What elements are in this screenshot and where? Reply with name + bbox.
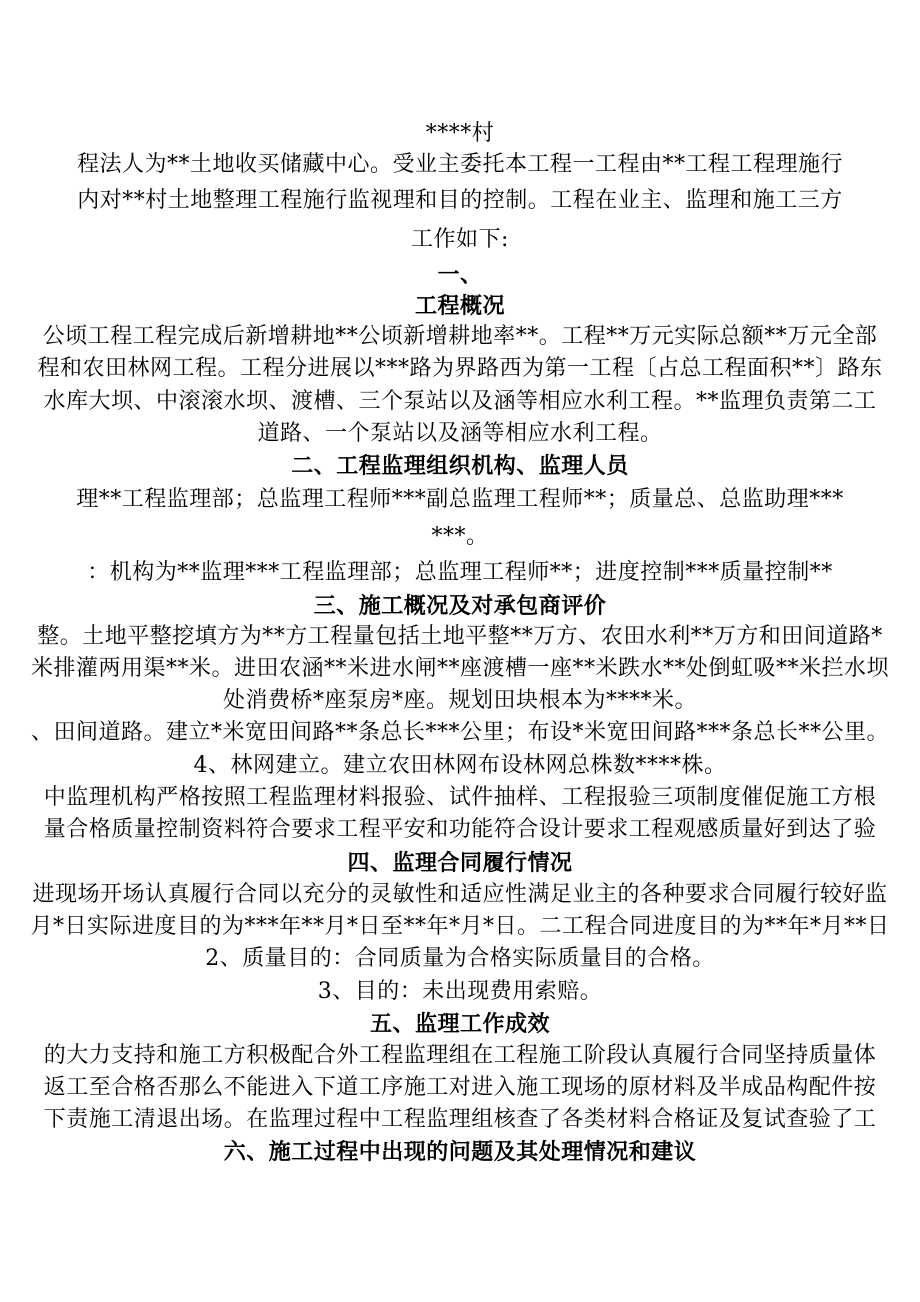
section-5-line-1: 的大力支持和施工方积极配合外工程监理组在工程施工阶段认真履行合同坚持质量体 (43, 1043, 877, 1068)
section-1-line-4: 道路、一个泵站以及涵等相应水利工程。 (257, 421, 663, 446)
section-1-line-1: 公顷工程工程完成后新增耕地**公顷新增耕地率**。工程**万元实际总额**万元全部 (42, 324, 878, 349)
section-2-line-1: 理**工程监理部；总监理工程师***副总监理工程师**；质量总、总监助理*** (76, 487, 844, 512)
section-4-line-2: 月*日实际进度目的为***年**月*日至**年*月*日。二工程合同进度目的为**年*月**日 (30, 914, 890, 939)
section-5-line-3: 下责施工清退出场。在监理过程中工程监理组核查了各类材料合格证及复试查验了工 (43, 1107, 877, 1132)
section-4-line-4: 3、目的：未出现费用索赔。 (317, 979, 603, 1004)
section-2-line-3: ：机构为**监理***工程监理部；总监理工程师**；进度控制***质量控制** (87, 560, 833, 585)
section-3-line-5: 4、林网建立。建立农田林网布设林网总株数****株。 (193, 753, 727, 778)
section-3-line-4: 、田间道路。建立*米宽田间路**条总长***公里；布设*米宽田间路***条总长**公里。 (30, 720, 889, 745)
section-5-line-2: 返工至合格否那么不能进入下道工序施工对进入施工现场的原材料及半成品构配件按 (43, 1075, 877, 1100)
intro-line-1: 程法人为**土地收买储藏中心。受业主委托本工程一工程由**工程工程理施行 (76, 152, 843, 177)
section-4-heading: 四、监理合同履行情况 (347, 850, 573, 876)
section-4-line-3: 2、质量目的：合同质量为合格实际质量目的合格。 (205, 946, 715, 971)
section-1-heading: 工程概况 (414, 293, 505, 319)
section-2-heading: 二、工程监理组织机构、监理人员 (291, 453, 629, 479)
section-1-number: 一、 (437, 262, 483, 288)
section-3-heading: 三、施工概况及对承包商评价 (313, 593, 607, 619)
section-1-line-3: 水库大坝、中滚滚水坝、渡槽、三个泵站以及涵等相应水利工程。**监理负责第二工 (43, 389, 877, 414)
section-4-line-1: 进现场开场认真履行合同以充分的灵敏性和适应性满足业主的各种要求合同履行较好监 (32, 882, 888, 907)
section-5-heading: 五、监理工作成效 (369, 1011, 550, 1037)
document-title: ****村 (425, 121, 495, 146)
section-3-line-3: 处消费桥*座泵房*座。规划田块根本为****米。 (222, 688, 697, 713)
intro-line-2: 内对**村土地整理工程施行监视理和目的控制。工程在业主、监理和施工三方 (77, 188, 843, 213)
section-6-heading: 六、施工过程中出现的问题及其处理情况和建议 (223, 1139, 697, 1165)
section-3-line-6: 中监理机构严格按照工程监理材料报验、试件抽样、工程报验三项制度催促施工方根 (43, 785, 877, 810)
section-1-line-2: 程和农田林网工程。工程分进展以***路为界路西为第一工程〔占总工程面积**〕路东 (37, 356, 883, 381)
section-3-line-7: 量合格质量控制资料符合要求工程平安和功能符合设计要求工程观感质量好到达了验 (43, 817, 877, 842)
section-3-line-2: 米排灌两用渠**米。进田农涵**米进水闸**座渡槽一座**米跌水**处倒虹吸**米拦水坝 (30, 656, 889, 681)
intro-line-3: 工作如下: (411, 227, 509, 252)
section-3-line-1: 整。土地平整挖填方为**方工程量包括土地平整**万方、农田水利**万方和田间道路* (37, 624, 883, 649)
section-2-line-2: ***。 (431, 524, 489, 549)
